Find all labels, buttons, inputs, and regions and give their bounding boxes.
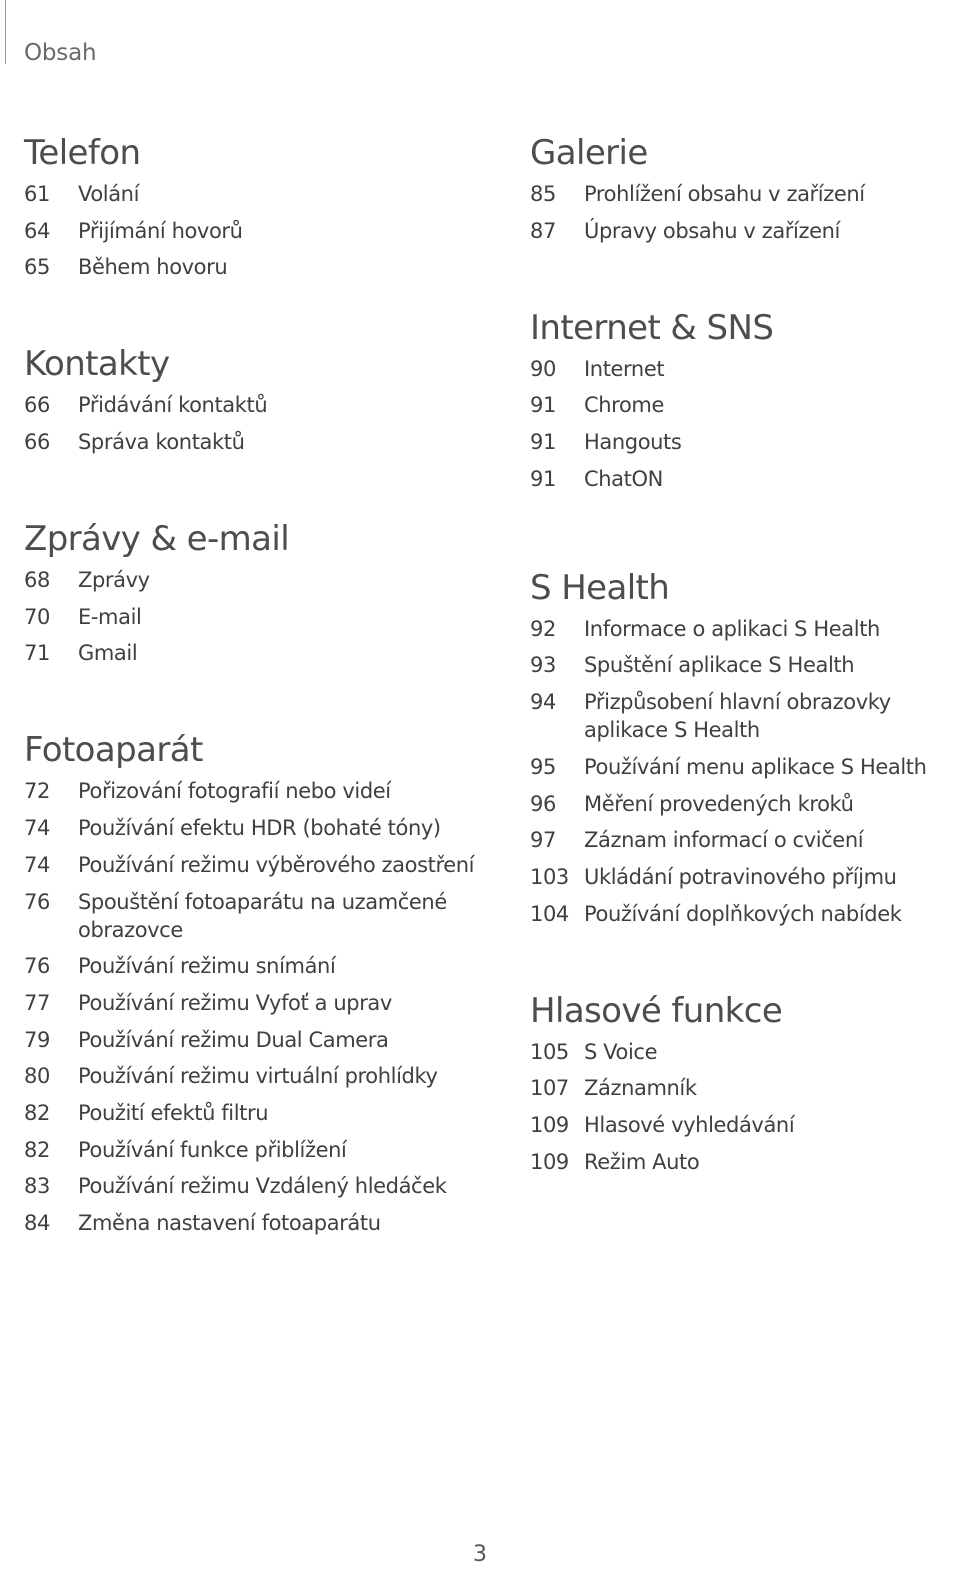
section-title: Kontakty [24, 344, 170, 385]
toc-left-column [24, 130, 494, 1246]
entry-label: Hlasové vyhledávání [584, 1112, 795, 1137]
page-number: 68 [24, 568, 50, 593]
entry-label: Během hovoru [78, 255, 228, 280]
entry-label: Používání režimu Dual Camera [78, 1027, 389, 1052]
toc-entry[interactable] [530, 1038, 960, 1066]
section-title: Galerie [530, 133, 648, 173]
entry-label: Gmail [78, 641, 138, 666]
section-title: Hlasové funkce [530, 990, 783, 1031]
page-number: 109 [530, 1149, 569, 1174]
entry-label: Používání menu aplikace S Health [584, 754, 927, 779]
page-number: 97 [530, 828, 556, 853]
entry-label: Spuštění aplikace S Health [584, 653, 855, 678]
entry-label: Používání doplňkových nabídek [584, 901, 902, 926]
toc-entry[interactable] [24, 253, 494, 281]
page-number: 91 [530, 466, 556, 491]
page-number: 82 [24, 1100, 50, 1125]
section-title: Telefon [24, 133, 141, 173]
entry-label: Chrome [584, 393, 664, 418]
page-number: 64 [24, 218, 50, 243]
page-number: 66 [24, 393, 50, 418]
toc-entry[interactable] [24, 217, 494, 245]
page-number: 72 [24, 779, 50, 804]
page-number: 77 [24, 990, 50, 1015]
toc-section-zpravy [24, 516, 494, 667]
page-number: 66 [24, 430, 50, 455]
page-number: 94 [530, 690, 556, 715]
toc-right-column [530, 130, 960, 1184]
page-number: 84 [24, 1211, 50, 1235]
toc-entry[interactable] [530, 753, 960, 781]
page-number: 103 [530, 864, 569, 889]
toc-entry[interactable] [24, 851, 494, 879]
toc-entry[interactable] [530, 688, 960, 744]
entry-label: Záznam informací o cvičení [584, 828, 864, 853]
toc-entry[interactable] [24, 1136, 494, 1164]
entry-label: ChatON [584, 466, 663, 491]
page-number: 70 [24, 604, 50, 629]
toc-entry[interactable] [530, 465, 960, 493]
entry-label: Měření provedených kroků [584, 791, 854, 816]
page-number: 61 [24, 182, 50, 206]
toc-section-telefon [24, 130, 494, 281]
page-number: 105 [530, 1039, 569, 1064]
entry-label: Internet [584, 356, 665, 381]
entry-label: Úpravy obsahu v zařízení [584, 218, 840, 243]
page-number: 109 [530, 1112, 569, 1137]
page-number: 65 [24, 255, 50, 280]
section-title: Internet & SNS [530, 307, 774, 348]
page-number: 76 [24, 889, 50, 914]
toc-entry[interactable] [24, 1026, 494, 1054]
toc-entry[interactable] [24, 639, 494, 667]
toc-entry[interactable] [24, 989, 494, 1017]
toc-entry[interactable] [24, 1209, 494, 1237]
entry-label: E-mail [78, 604, 142, 629]
entry-label: Zprávy [78, 568, 150, 593]
entry-label: Používání funkce přiblížení [78, 1137, 347, 1162]
toc-entry[interactable] [530, 651, 960, 679]
toc-entry[interactable] [530, 1148, 960, 1176]
page-number: 91 [530, 430, 556, 455]
toc-section-galerie [530, 130, 960, 245]
entry-label: Pořizování fotografií nebo videí [78, 779, 391, 804]
entry-label: Používání režimu snímání [78, 954, 336, 979]
toc-entry[interactable] [530, 180, 960, 208]
page-number: 76 [24, 954, 50, 979]
page-number: 93 [530, 653, 556, 678]
toc-entry[interactable] [530, 615, 960, 643]
toc-entry[interactable] [530, 391, 960, 419]
page-number: 80 [24, 1064, 50, 1089]
toc-entry[interactable] [24, 814, 494, 842]
toc-entry[interactable] [530, 355, 960, 383]
page-number: 92 [530, 616, 556, 641]
page-number: 96 [530, 791, 556, 816]
toc-section-internet-sns [530, 305, 960, 493]
entry-label: Spouštění fotoaparátu na uzamčené obrazovce [78, 889, 447, 942]
page-number: 74 [24, 816, 50, 841]
toc-entry[interactable] [530, 217, 960, 245]
page-number: 91 [530, 393, 556, 418]
toc-entry[interactable] [530, 790, 960, 818]
section-title: S Health [530, 567, 670, 608]
toc-entry[interactable] [530, 428, 960, 456]
entry-label: Ukládání potravinového příjmu [584, 864, 897, 889]
page-number: 87 [530, 218, 556, 243]
entry-label: Používání režimu Vzdálený hledáček [78, 1174, 447, 1199]
toc-section-kontakty [24, 341, 494, 456]
entry-label: Používání režimu Vyfoť a uprav [78, 990, 392, 1015]
toc-entry[interactable] [530, 863, 960, 891]
entry-label: Hangouts [584, 430, 682, 455]
entry-label: Přizpůsobení hlavní obrazovky aplikace S Health [584, 690, 891, 743]
entry-label: Záznamník [584, 1076, 697, 1101]
entry-label: Používání režimu virtuální prohlídky [78, 1064, 438, 1089]
entry-label: Správa kontaktů [78, 430, 245, 455]
toc-entry[interactable] [24, 1062, 494, 1090]
toc-entry[interactable] [24, 888, 494, 944]
page-header-title: Obsah [24, 40, 97, 66]
page-edge-line [5, 0, 6, 64]
toc-entry[interactable] [24, 1099, 494, 1127]
toc-entry[interactable] [530, 826, 960, 854]
toc-entry[interactable] [530, 900, 960, 928]
section-title: Fotoaparát [24, 730, 203, 771]
page-number: 90 [530, 356, 556, 381]
entry-label: Režim Auto [584, 1149, 700, 1174]
page-number: 79 [24, 1027, 50, 1052]
entry-label: Přijímání hovorů [78, 218, 243, 243]
entry-label: Používání režimu výběrového zaostření [78, 852, 475, 877]
toc-section-hlasove-funkce [530, 988, 960, 1176]
page-number: 83 [24, 1174, 50, 1199]
toc-section-fotoaparat [24, 727, 494, 1237]
toc-entry[interactable] [24, 777, 494, 805]
entry-label: Změna nastavení fotoaparátu [78, 1211, 381, 1235]
toc-entry[interactable] [530, 1074, 960, 1102]
entry-label: Používání efektu HDR (bohaté tóny) [78, 816, 441, 841]
entry-label: Prohlížení obsahu v zařízení [584, 182, 865, 206]
toc-entry[interactable] [24, 1172, 494, 1200]
entry-label: Přidávání kontaktů [78, 393, 268, 418]
toc-entry[interactable] [24, 566, 494, 594]
page-number: 74 [24, 852, 50, 877]
toc-section-s-health [530, 565, 960, 928]
toc-entry[interactable] [24, 428, 494, 456]
page-number: 71 [24, 641, 50, 666]
entry-label: Volání [78, 182, 140, 206]
toc-entry[interactable] [24, 180, 494, 208]
toc-entry[interactable] [24, 952, 494, 980]
page-number: 104 [530, 901, 569, 926]
toc-entry[interactable] [24, 603, 494, 631]
section-title: Zprávy & e-mail [24, 519, 290, 560]
toc-entry[interactable] [530, 1111, 960, 1139]
toc-entry[interactable] [24, 391, 494, 419]
page-number: 85 [530, 182, 556, 206]
entry-label: Informace o aplikaci S Health [584, 616, 880, 641]
page-number-footer: 3 [473, 1542, 487, 1567]
page-number: 95 [530, 754, 556, 779]
entry-label: S Voice [584, 1039, 658, 1064]
page-number: 82 [24, 1137, 50, 1162]
entry-label: Použití efektů filtru [78, 1100, 269, 1125]
page-number: 107 [530, 1076, 569, 1101]
